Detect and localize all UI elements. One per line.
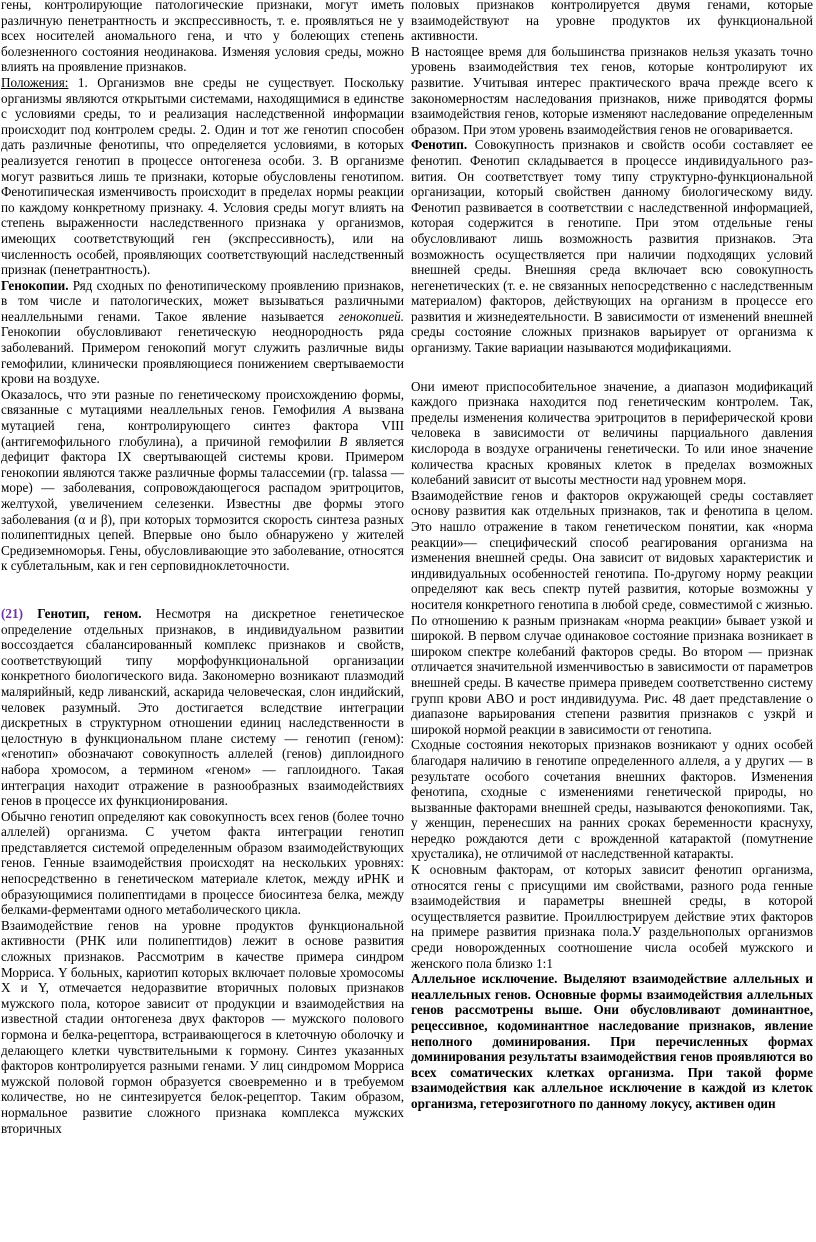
paragraph <box>1 387 404 574</box>
paragraph-text: Выделяют взаимодействие аллельных и неаллельных генов. Основные формы взаимодействия аллельных генов рассмотрены выше. Они обусловливают доминантное, рецессивное, кодоминантное наследование признаков, явление неполного доминирования. При перечисленных формах доминирования результаты взаимодействия генов проявляются во всех соматических клетках организма. При такой форме взаимодействия как аллельное исключение в каждой из клеток организма, гетерозиготного по данному локусу, активен один <box>411 971 813 1111</box>
paragraph: В настоящее время для большинства признаков нельзя указать точно уровень взаимодействия тех генов, которые контролируют их развитие. Учитывая интерес практического врача прежде всего к закономерностям наследования признаков, ниже приводятся формы взаимодействия генов, которые изменяют наследование определенным образом. При этом уровень взаимодействия генов не оговаривается. <box>411 43 813 137</box>
paragraph-text: является дефицит фактора IX свертывающей системы крови. Примером генокопии являются также различные формы талассемии (гр. talassa — море) — заболевания, сопровождающегося распадом эритроцитов, желтухой, увеличением селезенки. Известны две формы этого заболевания (α и β), при которых тормозится скорость синтеза разных полипептидных цепей. Впервые оно было обнаружено у жителей Средиземноморья. Гены, обусловливающие это заболевание, относятся к сублетальным, как и ген серповидноклеточности. <box>1 433 404 574</box>
term-heading: Генотип, геном. <box>37 605 142 621</box>
paragraph-text: вызвана мутацией гена, контролирующего синтез фактора VIII (антигемофильного глобулина), а причиной гемофилии <box>1 402 404 449</box>
paragraph: К основным факторам, от которых зависит фенотип организма, относятся гены с присущими им свойствами, разного рода генные взаимодействия и параметры внешней среды, в которой осуществляется развитие. Проиллюстрируем действие этих факторов на примере развития признака пола.У раздельнополых организмов среди новорожденных соотношение числа особей мужского и женского пола близко 1:1 <box>411 862 813 971</box>
spacer <box>411 356 813 379</box>
paragraph: Взаимодействие генов на уровне продуктов функциональной активности (РНК или полипептидов) лежит в основе развития сложных признаков. Рассмотрим в качестве примера синдром Морриса. Y больных, кариотип которых включает половые хромосомы X и Y, отмечается недоразвитие вторичных половых признаков мужского пола, которое зависит от продукции и взаимодействия на известной стадии онтогенеза двух факторов — мужского полового гормона и белка-рецептора, встраивающегося в клеточную оболочку и делающего клетки чувствительными к гормону. Синтез указанных факторов контролируется разными генами. У лиц синдромом Морриса мужской половой гормон образуется своевременно и в требуемом количестве, но не синтезируется белок-рецептор. Таким образом, нормальное развитие сложного признака комплекса мужских вторичных <box>1 917 404 1136</box>
paragraph <box>1 278 404 387</box>
paragraph: Взаимодействие генов и факторов окружающей среды составляет основу развития как отдельных признаков, так и фенотипа в целом. Это нашло отражение в таком генетическом понятии, как «норма реакции»— специфический способ реагирования организма на изменения внешней среды. Она зависит от видовых характеристик и индивидуальных особенностей генотипа. По-другому норму реакции определяют как весь спектр путей развития, которые возможны у носителя конкретного генотипа в любой среде, совместимой с жизнью. По отношению к разным признакам «норма реакции» бывает узкой и широкой. В первом случае одинаковое состояние признака возникает в широком спектре колебаний факторов среды. Во втором — признак отличается значительной изменчивостью в зависимости от параметров внешней среды. В качестве примера приведем соответственно систему групп крови АВО и рост индивидуума. Рис. 48 дает представление о диапазоне варьирования степени развития признаков с узкрй и широкой нормой реакции в зависимости от генотипа. <box>411 487 813 737</box>
spacer <box>1 574 404 606</box>
positions-label: Положения: <box>1 74 69 90</box>
paragraph-text: 1. Организмов вне среды не существует. Поскольку организмы являются открытыми системами, находящимися в единстве с условиями среды, то и реализация наследственной информации происходит под контролем среды. 2. Один и тот же генотип способен дать различные фенотипы, что определяется условиями, в которых реализуется генотип в процессе онтогенеза особи. 3. В организме могут развиться лишь те признаки, которые обусловлены генотипом. Фенотипическая изменчивость происходит в пределах нормы реакции по каждому конкретному признаку. 4. Условия среды могут влиять на степень выраженности наследственного признака у организмов, имеющих соответствующий ген (экспрессивность), или на численность особей, проявляющих соответствующий наследственный признак (пенетрантность). <box>1 74 404 278</box>
paragraph <box>1 75 404 278</box>
term-heading: Генокопии. <box>1 277 69 293</box>
paragraph <box>411 971 813 1111</box>
paragraph: Они имеют приспособительное значение, а диапазон модификаций каждого признака находится под генетическим контролем. Так, пределы изменения количества эритроцитов в периферической крови человека в зависимости от величины парциального давления кислорода в воздухе ограничены генетически. То или иное значение количества красных кровяных клеток в пределах возможных колебаний зависит от высоты местности над уровнем моря. <box>411 378 813 488</box>
paragraph-text: Генокопии обусловливают генетическую неоднородность ряда заболеваний. Примером генокопий могут служить различные виды гемофилии, клинически проявляющиеся понижением свертываемости крови на воздухе. <box>1 324 404 387</box>
paragraph: Обычно генотип определяют как совокупность всех генов (более точно аллелей) организма. С учетом факта интеграции генотип представляется системой определенным образом взаимодействующих генов. Генные взаимодействия происходят на нескольких уровнях: непосредственно в генетическом материале клеток, между иРНК и образующимися полипептидами в процессе биосинтеза белка, между белками-ферментами одного метаболического цикла. <box>1 808 404 918</box>
paragraph: гены, контролирующие патологические признаки, могут иметь различную пенетрантность и экспрессивность, т. е. проявляться не у всех носителей аномального гена, и что у болеющих степень болезненного состояния неодинакова. Изменяя условия среды, можно влиять на проявление признаков. <box>1 0 404 75</box>
section-number: (21) <box>1 605 23 621</box>
italic-letter: В <box>339 433 348 449</box>
italic-letter: А <box>343 402 352 418</box>
left-column <box>1 0 404 1136</box>
paragraph <box>1 606 404 809</box>
term-heading: Фенотип. <box>411 137 468 153</box>
paragraph-text: Совокупность признаков и свойств особи составляет ее фенотип. Фенотип складывается в процессе индивидуального развития. Он соответствует тому типу структурно-функциональной организации, который свойствен данному биологическому виду. Фенотип развивается в соответствии с наследственной информацией, которая содержится в генотипе. При этом отдельные гены обусловливают лишь возможность развития признаков. Эта возможность осуществляется при наличии подходящих условий внешней среды. Внешняя среда включает всю совокупность негенетических (т. е. не связанных непосредственно с наследственным материалом) факторов, действующих на организм в процессе его развития и жизнедеятельности. В зависимости от изменений внешней среды состояние сложных признаков варьирует от организма к организму. Такие вариации называются модификациями. <box>411 137 813 356</box>
paragraph <box>411 137 813 355</box>
paragraph: Сходные состояния некоторых признаков возникают у одних особей благодаря наличию в генотипе определенного аллеля, а у других — в результате особого сочетания внешних факторов. Изменения фенотипа, сходные с изменениями генетической природы, но вызванные факторами внешней среды, называются фенокопиями. Так, у женщин, перенесших на ранних сроках беременности краснуху, нередко рождаются дети с врожденной катарактой (помутнение хрусталика), не отличимой от наследственной катаракты. <box>411 737 813 862</box>
right-column <box>411 0 813 1112</box>
term-heading: Аллельное исключение. <box>411 971 558 987</box>
italic-term: генокопией. <box>338 308 404 324</box>
paragraph: половых признаков контролируется двумя генами, которые взаимодействуют на уровне продуктов их функциональной активности. <box>411 0 813 44</box>
paragraph-text: Ряд сходных по фенотипическому проявлению признаков, в том числе и патологических, может вызываться различными неаллельными генами. Такое явление называется <box>1 277 404 324</box>
paragraph-text: Несмотря на дискретное генетическое определение отдельных признаков, в индивидуальном развитии воссоздается сбалансированный комплекс признаков и свойств, соответствующий типу морфофункциональной организации конкретного биологического вида. Закономерно возникают плазмодий малярийный, кедр ливанский, аскарида человеческая, слон индийский, человек разумный. Это достигается вследствие интеграции дискретных в структурном отношении единиц наследственности в целостную в функциональном плане систему — генотип (геном): «генотип» обозначают совокупность аллелей (генов) диплоидного набора хромосом, а термином «геном» — гаплоидного. Такая интеграция находит отражение в разнообразных взаимодействиях генов в процессе их функционирования. <box>1 605 405 809</box>
paragraph-text: Оказалось, что эти разные по генетическому происхождению формы, связанные с мутациями неаллельных генов. Гемофилия <box>1 386 404 418</box>
